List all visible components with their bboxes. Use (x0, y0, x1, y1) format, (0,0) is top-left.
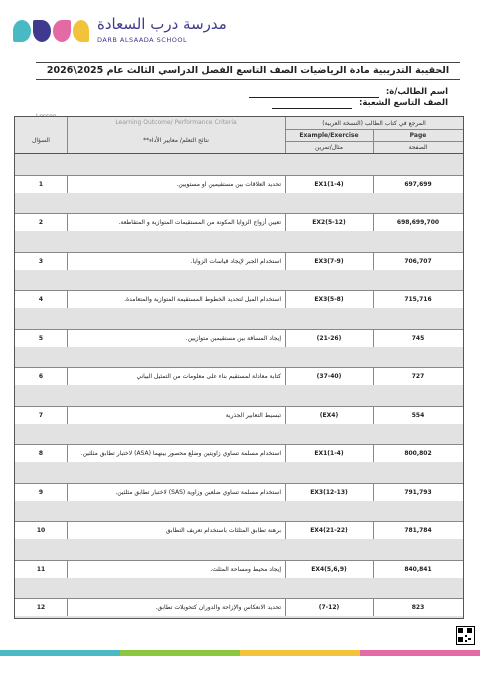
document-title: الحقيبة التدريبية مادة الرياضيات الصف التاسع الفصل الدراسي الثالث عام 2025\2026 (36, 62, 460, 80)
row-number: 10 (36, 527, 46, 534)
row-spacer (15, 270, 463, 291)
row-objective: تحديد الانعكاس والإزاحة والدوران كتحويلات تطابق. (155, 604, 281, 611)
row-exercise: EX3(7-9) (314, 257, 344, 265)
school-name-english: DARB ALSAADA SCHOOL (97, 36, 188, 44)
row-spacer (15, 347, 463, 368)
row-number: 7 (38, 411, 44, 419)
row-page: 697,699 (404, 180, 432, 188)
row-number: 5 (38, 334, 44, 342)
student-section-row (249, 98, 448, 109)
row-number: 2 (38, 219, 44, 226)
row-exercise: EX1(1-4) (314, 180, 344, 188)
row-exercise: EX2(5-12) (312, 219, 346, 226)
header-objective: نتائج التعلم/ معايير الأداء** (143, 137, 209, 144)
row-exercise: (21-26) (316, 334, 342, 342)
row-page: 840,841 (404, 565, 432, 573)
row-spacer (15, 501, 463, 522)
table-row (15, 367, 463, 387)
row-objective: استخدام الجبر لإيجاد قياسات الزوايا. (190, 257, 281, 265)
header-example-ar: مثال/تمرين (315, 144, 343, 151)
row-number: 8 (38, 450, 44, 457)
school-name-arabic: مدرسة درب السعادة (97, 15, 227, 33)
header-objective-en: Learning Outcome/ Performance Criteria (115, 119, 237, 126)
row-objective: استخدام الميل لتحديد الخطوط المستقيمة المتوازية والمتعامدة. (124, 296, 281, 303)
row-spacer (15, 231, 463, 252)
row-spacer (15, 308, 463, 329)
student-info (249, 87, 448, 109)
table-row (15, 175, 463, 195)
table-row (15, 290, 463, 310)
header-example: Example/Exercise (299, 132, 359, 139)
table-row (15, 598, 463, 618)
row-page: 698,699,700 (396, 219, 440, 226)
row-page: 781,784 (404, 527, 432, 534)
row-page: 800,802 (404, 450, 432, 457)
header-page-ar: الصفحة (408, 144, 428, 151)
row-exercise: (EX4) (319, 411, 339, 419)
row-page: 823 (411, 604, 425, 611)
row-objective: تحديد العلاقات بين مستقيمين او مستويين. (176, 180, 281, 188)
row-number: 11 (36, 565, 46, 573)
row-exercise: EX3(5-8) (314, 296, 344, 303)
row-exercise: (37-40) (316, 373, 342, 380)
student-name-row (249, 87, 448, 98)
header-reference: المرجع في كتاب الطالب (النسخة العربية) (322, 120, 426, 127)
table-row (15, 406, 463, 426)
school-logo (13, 14, 227, 50)
row-objective: إيجاد المسافة بين مستقيمين متوازيين. (185, 334, 281, 342)
row-number: 3 (38, 257, 44, 265)
header-page: Page (409, 132, 427, 139)
row-spacer (15, 193, 463, 214)
row-objective: برهنة تطابق المثلثات باستخدام تعريف التطابق (165, 527, 281, 534)
row-number: 9 (38, 488, 44, 496)
row-page: 706,707 (404, 257, 432, 265)
student-section-field[interactable] (272, 108, 352, 109)
table-row (15, 560, 463, 580)
table-header (15, 117, 463, 154)
row-number: 6 (38, 373, 44, 380)
row-exercise: EX1(1-4) (314, 450, 344, 457)
row-exercise: (7-12) (318, 604, 340, 611)
row-spacer (15, 462, 463, 483)
row-spacer (15, 154, 463, 175)
table-row (15, 444, 463, 464)
row-exercise: EX4(21-22) (310, 527, 348, 534)
row-objective: تعيين أزواج الزوايا المكونة من المستقيمات المتوازية و المتقاطعة. (118, 219, 281, 226)
row-spacer (15, 578, 463, 599)
row-objective: إيجاد محيط ومساحة المثلث. (210, 565, 281, 573)
row-page: 554 (411, 411, 425, 419)
student-section-label: الصف التاسع الشعبة: (358, 98, 448, 108)
table-row (15, 213, 463, 233)
row-spacer (15, 539, 463, 560)
table-row (15, 483, 463, 503)
footer-color-bar (0, 650, 480, 656)
row-number: 12 (36, 604, 46, 611)
table-row (15, 521, 463, 541)
row-spacer (15, 385, 463, 406)
row-page: 715,716 (404, 296, 432, 303)
row-page: 727 (411, 373, 425, 380)
table-row (15, 329, 463, 349)
row-objective: استخدام مسلمة تساوي ضلعين وزاوية (SAS) لاختبار تطابق مثلثين. (115, 488, 281, 496)
row-spacer (15, 424, 463, 445)
objectives-table (14, 116, 464, 619)
header-question: السؤال (32, 137, 50, 144)
row-page: 791,793 (404, 488, 432, 496)
row-objective: تبسيط التعابير الجذرية (225, 411, 281, 419)
row-number: 4 (38, 296, 44, 303)
student-name-label: اسم الطالب/ة: (385, 87, 448, 97)
qr-code-icon (456, 626, 475, 645)
school-logo-mark-icon (13, 16, 91, 46)
row-exercise: EX3(12-13) (310, 488, 348, 496)
row-spacer (15, 616, 463, 618)
row-exercise: EX4(5,6,9) (311, 565, 347, 573)
row-page: 745 (411, 334, 425, 342)
row-objective: كتابة معادلة لمستقيم بناء على معلومات من التمثيل البياني (136, 373, 281, 380)
row-objective: استخدام مسلمة تساوي زاويتين وضلع محصور بينهما (ASA) لاختبار تطابق مثلثين. (80, 450, 281, 457)
table-row (15, 252, 463, 272)
row-number: 1 (38, 180, 44, 188)
